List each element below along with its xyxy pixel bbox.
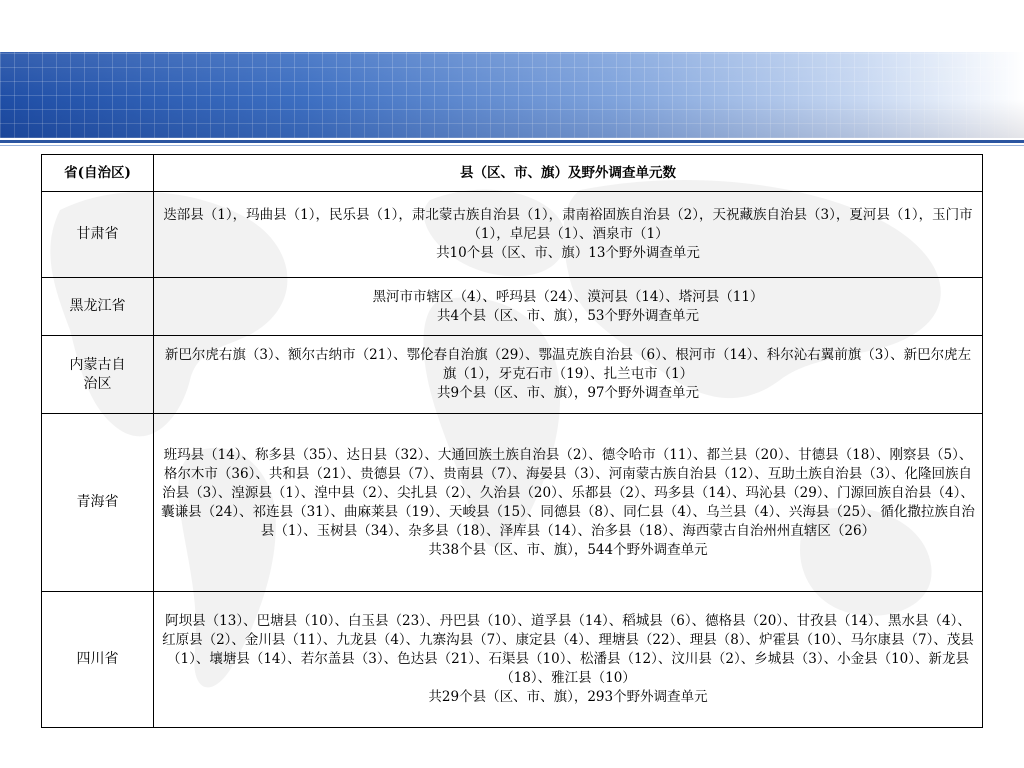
table-row (42, 278, 983, 336)
province-cell: 黑龙江省 (42, 278, 154, 336)
province-cell: 甘肃省 (42, 192, 154, 278)
counties-cell (154, 278, 983, 336)
county-list: 新巴尔虎右旗（3）、额尔古纳市（21）、鄂伦春自治旗（29）、鄂温克族自治县（6）、根河市（14）、科尔沁右翼前旗（3）、新巴尔虎左旗（1），牙克石市（19）、扎兰屯市（1） (164, 347, 972, 382)
banner-shine (0, 52, 1024, 138)
unit-summary: 共9个县（区、市、旗），97个野外调查单元 (436, 385, 700, 401)
unit-summary: 共38个县（区、市、旗），544个野外调查单元 (428, 541, 708, 558)
province-cell: 四川省 (42, 592, 154, 728)
counties-cell (154, 592, 983, 728)
unit-summary: 共29个县（区、市、旗），293个野外调查单元 (428, 689, 708, 705)
header-divider (0, 140, 1024, 143)
counties-cell (154, 336, 983, 414)
table-row (42, 414, 983, 592)
table-row (42, 592, 983, 728)
counties-cell (154, 414, 983, 592)
header-province: 省(自治区) (42, 155, 154, 192)
header-banner (0, 52, 1024, 138)
county-list: 阿坝县（13）、巴塘县（10）、白玉县（23）、丹巴县（10）、道孚县（14）、稻城县（6）、德格县（20）、甘孜县（14）、黑水县（4）、红原县（2）、金川县（11）、九龙县（4）、九寨沟县（7）、康定县（4）、理塘县（22）、理县（8）、炉霍县（10）、马尔康县（7）、茂县（1）、壤塘县（14）、若尔盖县（3）、色达县（21）、石渠县（10）、松潘县（12）、汶川县（2）、乡城县（3）、小金县（10）、新龙县（18）、雅江县（10） (162, 613, 974, 686)
table-row (42, 192, 983, 278)
county-list: 黑河市市辖区（4）、呼玛县（24）、漠河县（14）、塔河县（11） (372, 288, 764, 305)
unit-summary: 共10个县（区、市、旗）13个野外调查单元 (436, 245, 700, 261)
header-divider-thin (0, 145, 1024, 146)
header-counties: 县（区、市、旗）及野外调查单元数 (154, 155, 983, 192)
survey-units-table (41, 154, 983, 728)
counties-cell (154, 192, 983, 278)
table-row (42, 336, 983, 414)
table-header-row (42, 155, 983, 192)
county-list: 班玛县（14）、称多县（35）、达日县（32）、大通回族土族自治县（2）、德令哈市（11）、都兰县（20）、甘德县（18）、刚察县（5）、格尔木市（36）、共和县（21）、贵德县（7）、贵南县（7）、海晏县（3）、河南蒙古族自治县（12）、互助土族自治县（3）、化隆回族自治县（3）、湟源县（1）、湟中县（2）、尖扎县（2）、久治县（20）、乐都县（2）、玛多县（14）、玛沁县（29）、门源回族自治县（4）、囊谦县（24）、祁连县（31）、曲麻莱县（19）、天峻县（15）、同德县（8）、同仁县（4）、乌兰县（4）、兴海县（25）、循化撒拉族自治县（1）、玉树县（34）、杂多县（18）、泽库县（14）、治多县（18）、海西蒙古自治州州直辖区（26） (161, 446, 975, 539)
unit-summary: 共4个县（区、市、旗），53个野外调查单元 (436, 307, 700, 324)
province-cell: 青海省 (42, 414, 154, 592)
county-list: 迭部县（1），玛曲县（1），民乐县（1），肃北蒙古族自治县（1），肃南裕固族自治县（2），天祝藏族自治县（3），夏河县（1），玉门市（1），卓尼县（1）、酒泉市（1） (163, 207, 973, 242)
province-cell: 内蒙古自治区 (42, 336, 154, 414)
